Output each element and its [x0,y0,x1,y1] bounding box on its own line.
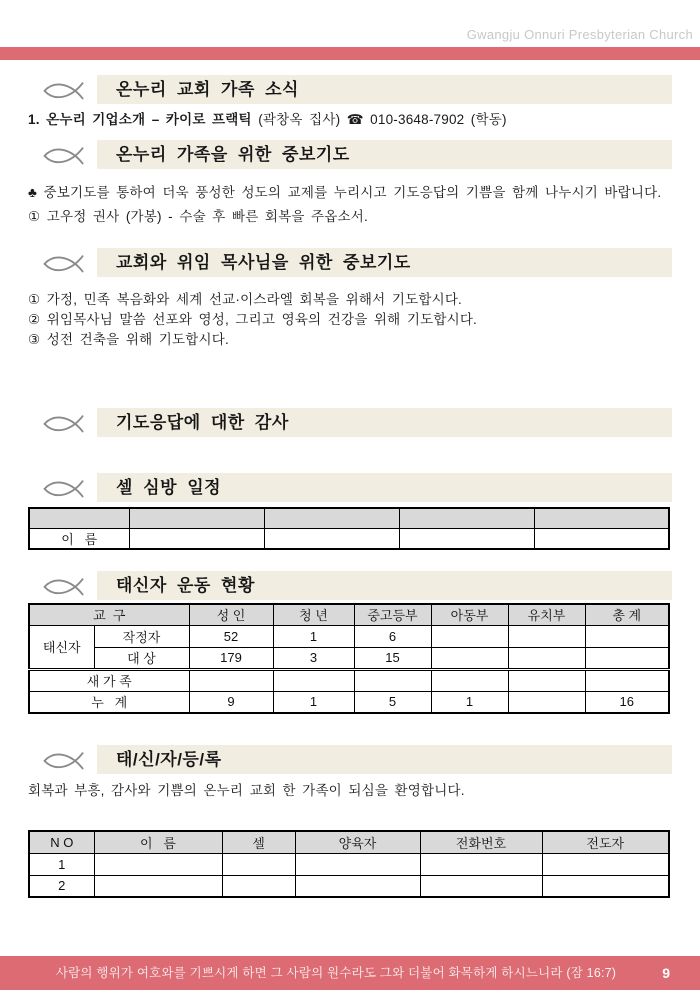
family-prayer-item-1: ① 고우정 권사 (가봉) - 수술 후 빠른 회복을 주옵소서. [28,209,368,224]
register-header-no: N O [29,831,94,853]
register-table [28,830,670,898]
section-header-taesinja-status [42,571,672,600]
ichthys-fish-icon [42,748,86,772]
jakjeongja-adult: 52 [189,625,273,647]
top-accent-bar [0,47,700,60]
section-title-family-news: 온누리 교회 가족 소식 [97,75,672,104]
register-empty-cell [94,875,222,897]
family-news-item-bold: 1. 온누리 기업소개 – 카이로 프랙틱 [28,112,252,127]
cell-visit-header-cell [129,508,264,528]
nugye-total: 16 [585,691,669,713]
register-empty-cell [420,875,542,897]
register-empty-cell [222,875,295,897]
register-empty-cell [222,853,295,875]
saegajok-children [431,669,508,691]
register-header-cell: 셀 [222,831,295,853]
register-row-2-no: 2 [29,875,94,897]
register-empty-cell [542,853,669,875]
register-header-mentor: 양육자 [295,831,420,853]
section-title-church-prayer: 교회와 위임 목사님을 위한 중보기도 [97,248,672,277]
jakjeongja-teen: 6 [354,625,431,647]
nugye-kinder [508,691,585,713]
section-title-taesinja-status: 태신자 운동 현황 [97,571,672,600]
daesang-total [585,647,669,669]
saegajok-youth [273,669,354,691]
register-header-name: 이 름 [94,831,222,853]
saegajok-adult [189,669,273,691]
church-name-watermark: Gwangju Onnuri Presbyterian Church [466,27,693,42]
daesang-teen: 15 [354,647,431,669]
taesinja-row-jakjeongja [29,625,669,647]
register-header-row [29,831,669,853]
saegajok-label: 새 가 족 [29,669,189,691]
cell-visit-name-label: 이 름 [29,528,129,549]
register-welcome-text: 회복과 부흥, 감사와 기쁨의 온누리 교회 한 가족이 되심을 환영합니다. [28,783,465,798]
section-header-family-prayer [42,140,672,169]
taesinja-row-saegajok [29,669,669,691]
church-prayer-item-1: ① 가정, 민족 복음화와 세계 선교·이스라엘 회복을 위해서 기도합시다. [28,292,463,307]
taesinja-row-daesang [29,647,669,669]
section-header-prayer-thanks [42,408,672,437]
ichthys-fish-icon [42,251,86,275]
register-header-evangelist: 전도자 [542,831,669,853]
saegajok-total [585,669,669,691]
taesinja-header-children: 아동부 [431,604,508,625]
register-empty-cell [542,875,669,897]
cell-visit-empty-cell [264,528,399,549]
section-header-taesinja-register [42,745,672,774]
jakjeongja-kinder [508,625,585,647]
jakjeongja-children [431,625,508,647]
daesang-kinder [508,647,585,669]
nugye-label: 누 계 [29,691,189,713]
daesang-youth: 3 [273,647,354,669]
section-header-cell-visit [42,473,672,502]
taesinja-header-youth: 청 년 [273,604,354,625]
cell-visit-empty-cell [129,528,264,549]
jakjeongja-total [585,625,669,647]
cell-visit-empty-cell [534,528,669,549]
section-header-family-news [42,75,672,104]
saegajok-teen [354,669,431,691]
section-header-church-prayer [42,248,672,277]
cell-visit-corner-cell [29,508,129,528]
register-empty-cell [295,853,420,875]
taesinja-header-teen: 중고등부 [354,604,431,625]
church-prayer-item-2: ② 위임목사님 말씀 선포와 영성, 그리고 영육의 건강을 위해 기도합시다. [28,312,478,327]
ichthys-fish-icon [42,78,86,102]
section-title-family-prayer: 온누리 가족을 위한 중보기도 [97,140,672,169]
register-row-2 [29,875,669,897]
daesang-label: 대 상 [94,647,189,669]
ichthys-fish-icon [42,143,86,167]
ichthys-fish-icon [42,476,86,500]
cell-visit-header-cell [399,508,534,528]
cell-visit-header-cell [534,508,669,528]
daesang-adult: 179 [189,647,273,669]
register-row-1-no: 1 [29,853,94,875]
register-empty-cell [420,853,542,875]
family-news-item-rest: (곽창옥 집사) ☎ 010-3648-7902 (학동) [251,112,507,127]
taesinja-group-label: 태신자 [29,625,94,669]
cell-visit-empty-cell [399,528,534,549]
jakjeongja-label: 작정자 [94,625,189,647]
section-title-cell-visit: 셀 심방 일정 [97,473,672,502]
section-title-prayer-thanks: 기도응답에 대한 감사 [97,408,672,437]
register-empty-cell [295,875,420,897]
cell-visit-name-row [29,528,669,549]
nugye-teen: 5 [354,691,431,713]
taesinja-header-adult: 성 인 [189,604,273,625]
footer-bar [0,956,700,990]
saegajok-kinder [508,669,585,691]
register-empty-cell [94,853,222,875]
family-prayer-intro: ♣ 중보기도를 통하여 더욱 풍성한 성도의 교제를 누리시고 기도응답의 기쁨을 함께 나누시기 바랍니다. [28,185,662,200]
taesinja-status-table [28,603,670,714]
cell-visit-header-row [29,508,669,528]
taesinja-header-district: 교 구 [29,604,189,625]
church-prayer-item-3: ③ 성전 건축을 위해 기도합시다. [28,332,229,347]
cell-visit-table [28,507,670,550]
daesang-children [431,647,508,669]
taesinja-header-kinder: 유치부 [508,604,585,625]
nugye-children: 1 [431,691,508,713]
jakjeongja-youth: 1 [273,625,354,647]
taesinja-header-total: 총 계 [585,604,669,625]
taesinja-row-nugye [29,691,669,713]
family-news-item [28,110,680,130]
ichthys-fish-icon [42,574,86,598]
register-header-phone: 전화번호 [420,831,542,853]
nugye-youth: 1 [273,691,354,713]
cell-visit-header-cell [264,508,399,528]
section-title-taesinja-register: 태/신/자/등/록 [97,745,672,774]
footer-verse: 사람의 행위가 여호와를 기쁘시게 하면 그 사람의 원수라도 그와 더불어 화목하게 하시느니라 (잠 16:7) [55,966,617,980]
ichthys-fish-icon [42,411,86,435]
register-row-1 [29,853,669,875]
taesinja-header-row [29,604,669,625]
nugye-adult: 9 [189,691,273,713]
page-number: 9 [662,965,670,981]
